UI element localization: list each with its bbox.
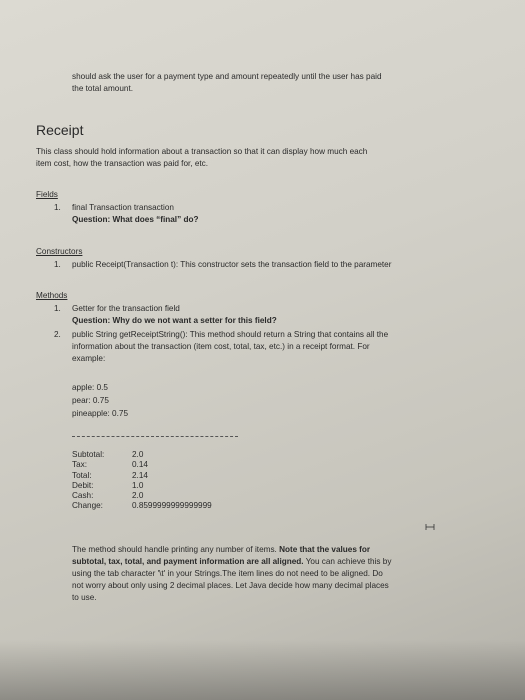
totals-row [72,491,212,501]
totals-label: Change: [72,501,103,511]
note-line-2 [72,557,391,567]
note-line-2-plain: You can achieve this by [303,557,392,566]
totals-value: 1.0 [132,480,144,490]
totals-value: 0.14 [132,460,148,470]
totals-label: Total: [72,470,92,480]
methods-item-1 [54,304,180,314]
methods-item-2-number: 2. [54,330,61,339]
totals-value: 2.0 [132,450,144,459]
totals-value: 0.8599999999999999 [132,501,212,511]
methods-item-2-text: public String getReceiptString(): This method should return a String that contains all the [72,330,389,339]
methods-item-2-line-2: information about the transaction (item cost, total, tax, etc.) in a receipt format. For [72,342,370,351]
fields-heading: Fields [36,190,58,199]
totals-row [72,471,212,481]
note-line-1-bold: Note that the values for [279,545,371,554]
note-line-3: using the tab character '\t' in your Strings.The item lines do not need to be aligned. Do [72,569,383,578]
receipt-divider [72,436,238,437]
methods-item-2-line-1 [54,330,388,340]
constructors-item-text: public Receipt(Transaction t): This constructor sets the transaction field to the parameter [72,260,392,269]
methods-heading: Methods [36,291,68,300]
totals-label: Cash: [72,491,94,501]
totals-label: Tax: [72,460,88,470]
methods-item-1-text: Getter for the transaction field [72,304,180,313]
totals-row [72,460,212,470]
example-item: pear: 0.75 [72,396,109,405]
fields-question: Question: What does “final” do? [72,215,199,224]
intro-line-2: the total amount. [72,84,133,93]
fields-item-1 [54,203,174,213]
totals-label: Subtotal: [72,450,105,459]
note-line-5: to use. [72,593,97,602]
totals-row [72,481,212,491]
note-line-1-plain: The method should handle printing any number of items. [72,545,280,554]
fields-item-text: final Transaction transaction [72,203,174,212]
constructors-heading: Constructors [36,247,83,256]
methods-item-1-question: Question: Why do we not want a setter for this field? [72,316,277,325]
methods-item-2-line-3: example: [72,354,106,363]
example-item: pineapple: 0.75 [72,409,128,418]
note-line-2-bold: subtotal, tax, total, and payment information are all aligned. [72,557,304,566]
photo-shadow [0,640,525,700]
totals-value: 2.14 [132,470,148,480]
totals-row [72,450,212,460]
constructors-item-number: 1. [54,260,61,269]
totals-value: 2.0 [132,491,144,501]
methods-item-1-number: 1. [54,304,61,313]
totals-row [72,501,212,511]
intro-line-1: should ask the user for a payment type and amount repeatedly until the user has paid [72,72,382,81]
receipt-heading: Receipt [36,122,84,138]
constructors-item-1 [54,260,391,270]
receipt-desc-line-1: This class should hold information about a transaction so that it can display how much each [36,147,368,156]
example-item: apple: 0.5 [72,383,108,392]
receipt-desc-line-2: item cost, how the transaction was paid for, etc. [36,159,209,168]
fields-item-number: 1. [54,203,61,212]
totals-label: Debit: [72,480,94,490]
text-cursor-icon [425,524,435,530]
note-line-1 [72,545,370,555]
note-line-4: not worry about only using 2 decimal places. Let Java decide how many decimal places [72,581,389,590]
receipt-totals [72,450,212,512]
